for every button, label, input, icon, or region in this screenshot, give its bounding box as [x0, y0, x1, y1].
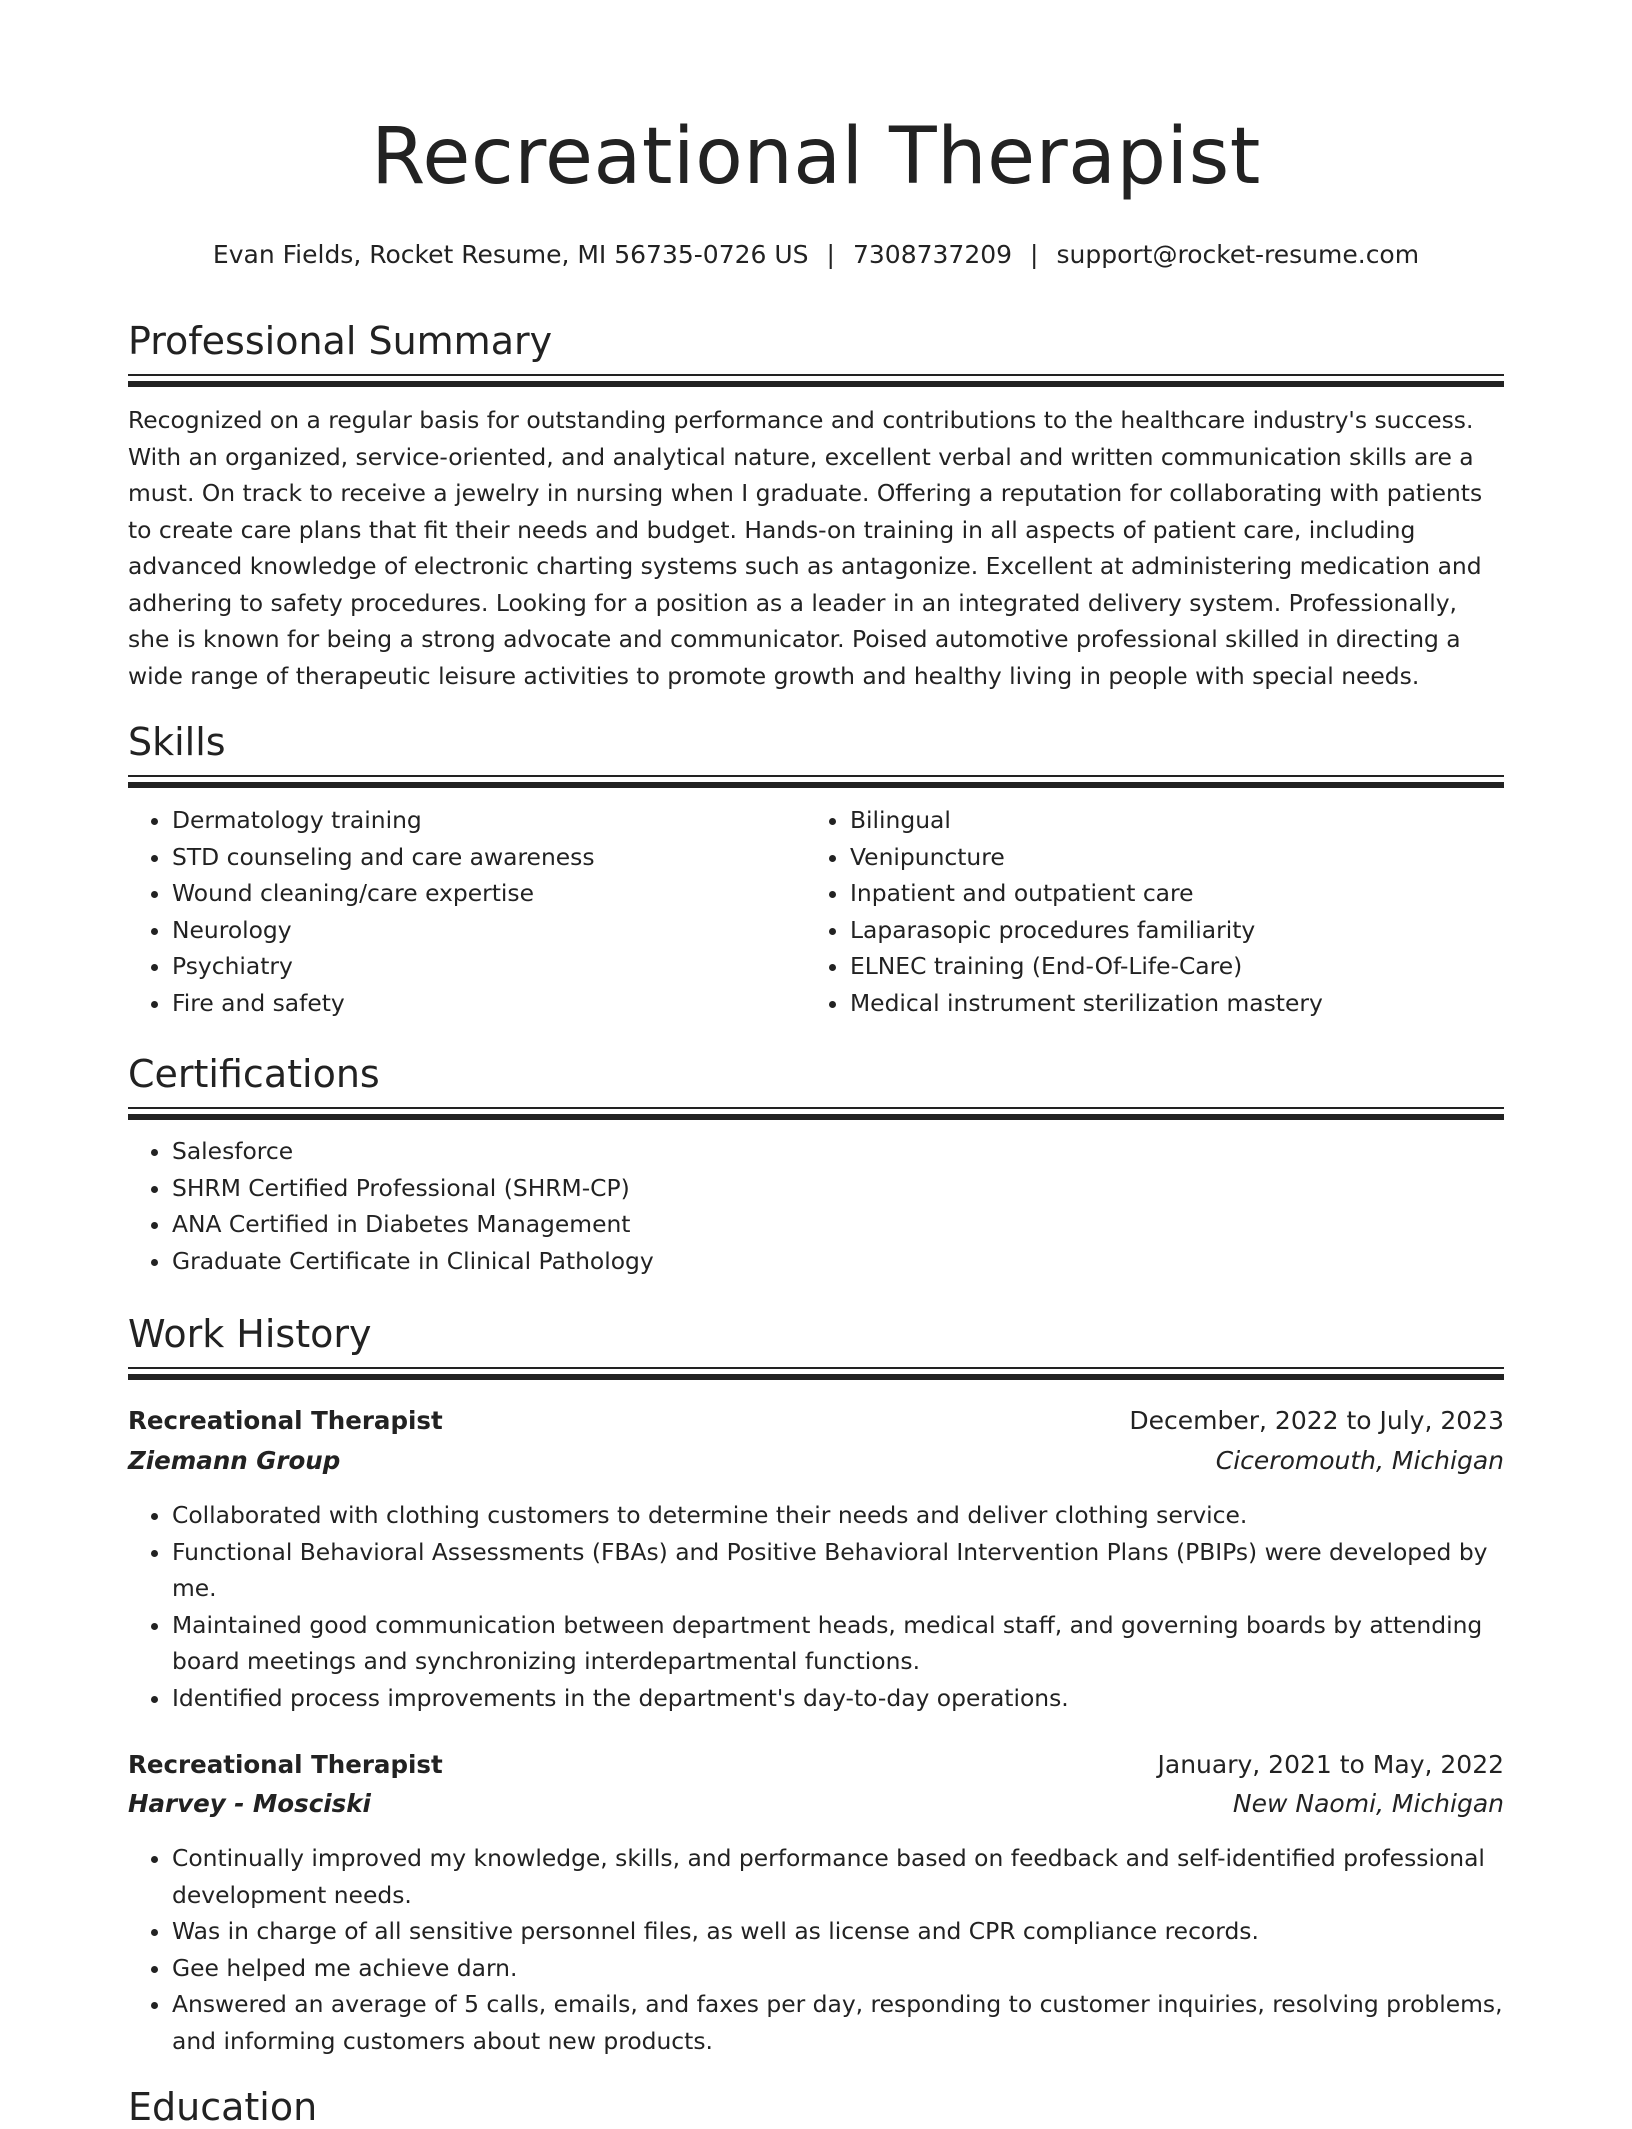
job-dates: December, 2022 to July, 2023: [1129, 1406, 1504, 1435]
job-bullet: • Continually improved my knowledge, skills, and performance based on feedback and self-identified professional development needs.: [172, 1840, 1504, 1913]
certifications-list: [128, 1133, 1504, 1279]
job-location: Ciceromouth, Michigan: [1215, 1446, 1504, 1475]
skill-item: • Wound cleaning/care expertise: [172, 875, 802, 912]
summary-text: Recognized on a regular basis for outstanding performance and contributions to the healthcare industry's success. With an organized, service-oriented, and analytical nature, excellent verbal and written communication skills are a must. On track to receive a jewelry in nursing when I graduate. Offering a reputation for collaborating with patients to create care plans that fit their needs and budget. Hands-on training in all aspects of patient care, including advanced knowledge of electronic charting systems such as antagonize. Excellent at administering medication and adhering to safety procedures. Looking for a position as a leader in an integrated delivery system. Professionally, she is known for being a strong advocate and communicator. Poised automotive professional skilled in directing a wide range of therapeutic leisure activities to promote growth and healthy living in people with special needs.: [128, 406, 1483, 690]
section-heading-work-history: Work History: [128, 1312, 372, 1356]
skill-item: • Laparasopic procedures familiarity: [850, 912, 1530, 949]
certification-item: • Graduate Certificate in Clinical Pathology: [172, 1243, 1504, 1280]
skills-list-left: [128, 802, 802, 1021]
contact-phone: 7308737209: [852, 240, 1013, 269]
contact-separator: |: [826, 240, 835, 269]
contact-separator: |: [1030, 240, 1039, 269]
section-heading-education: Education: [128, 2085, 318, 2129]
section-heading-skills: Skills: [128, 720, 226, 764]
section-divider: [128, 1367, 1504, 1381]
job-bullet: • Collaborated with clothing customers to determine their needs and deliver clothing service.: [172, 1497, 1504, 1534]
section-divider: [128, 374, 1504, 388]
certification-item: • SHRM Certified Professional (SHRM-CP): [172, 1170, 1504, 1207]
skill-item: • Bilingual: [850, 802, 1530, 839]
contact-line: [128, 240, 1504, 269]
job-dates: January, 2021 to May, 2022: [1157, 1750, 1504, 1779]
certification-item: • ANA Certified in Diabetes Management: [172, 1206, 1504, 1243]
job-bullet: • Gee helped me achieve darn.: [172, 1950, 1504, 1987]
certification-item: • Salesforce: [172, 1133, 1504, 1170]
skill-item: • Neurology: [172, 912, 802, 949]
skill-item: • Fire and safety: [172, 985, 802, 1022]
skills-list-right: [806, 802, 1530, 1021]
job-bullet: • Was in charge of all sensitive personnel files, as well as license and CPR compliance records.: [172, 1913, 1504, 1950]
section-heading-certifications: Certifications: [128, 1052, 380, 1096]
job-bullet: • Maintained good communication between department heads, medical staff, and governing boards by attending board meetings and synchronizing interdepartmental functions.: [172, 1607, 1504, 1680]
job-title: Recreational Therapist: [128, 1750, 443, 1779]
resume-title: Recreational Therapist: [371, 112, 1261, 202]
skill-item: • Inpatient and outpatient care: [850, 875, 1530, 912]
job-bullet: • Identified process improvements in the department's day-to-day operations.: [172, 1680, 1504, 1717]
job-bullet: • Answered an average of 5 calls, emails, and faxes per day, responding to customer inquiries, resolving problems, and informing customers about new products.: [172, 1986, 1504, 2059]
skill-item: • Venipuncture: [850, 839, 1530, 876]
section-divider: [128, 775, 1504, 789]
section-heading-summary: Professional Summary: [128, 319, 553, 363]
section-divider: [128, 1107, 1504, 1121]
job-bullet: • Functional Behavioral Assessments (FBAs) and Positive Behavioral Intervention Plans (PBIPs) were developed by me.: [172, 1534, 1504, 1607]
skill-item: • STD counseling and care awareness: [172, 839, 802, 876]
skill-item: • Medical instrument sterilization mastery: [850, 985, 1530, 1022]
skill-item: • Psychiatry: [172, 948, 802, 985]
job-location: New Naomi, Michigan: [1232, 1789, 1504, 1818]
job-company: Ziemann Group: [128, 1446, 341, 1475]
contact-address: Evan Fields, Rocket Resume, MI 56735-0726 US: [212, 240, 809, 269]
job-title: Recreational Therapist: [128, 1406, 443, 1435]
contact-email: support@rocket-resume.com: [1056, 240, 1420, 269]
job-bullets: [128, 1497, 1504, 1716]
skill-item: • ELNEC training (End-Of-Life-Care): [850, 948, 1530, 985]
job-bullets: [128, 1840, 1504, 2059]
skill-item: • Dermatology training: [172, 802, 802, 839]
job-company: Harvey - Mosciski: [128, 1789, 371, 1818]
